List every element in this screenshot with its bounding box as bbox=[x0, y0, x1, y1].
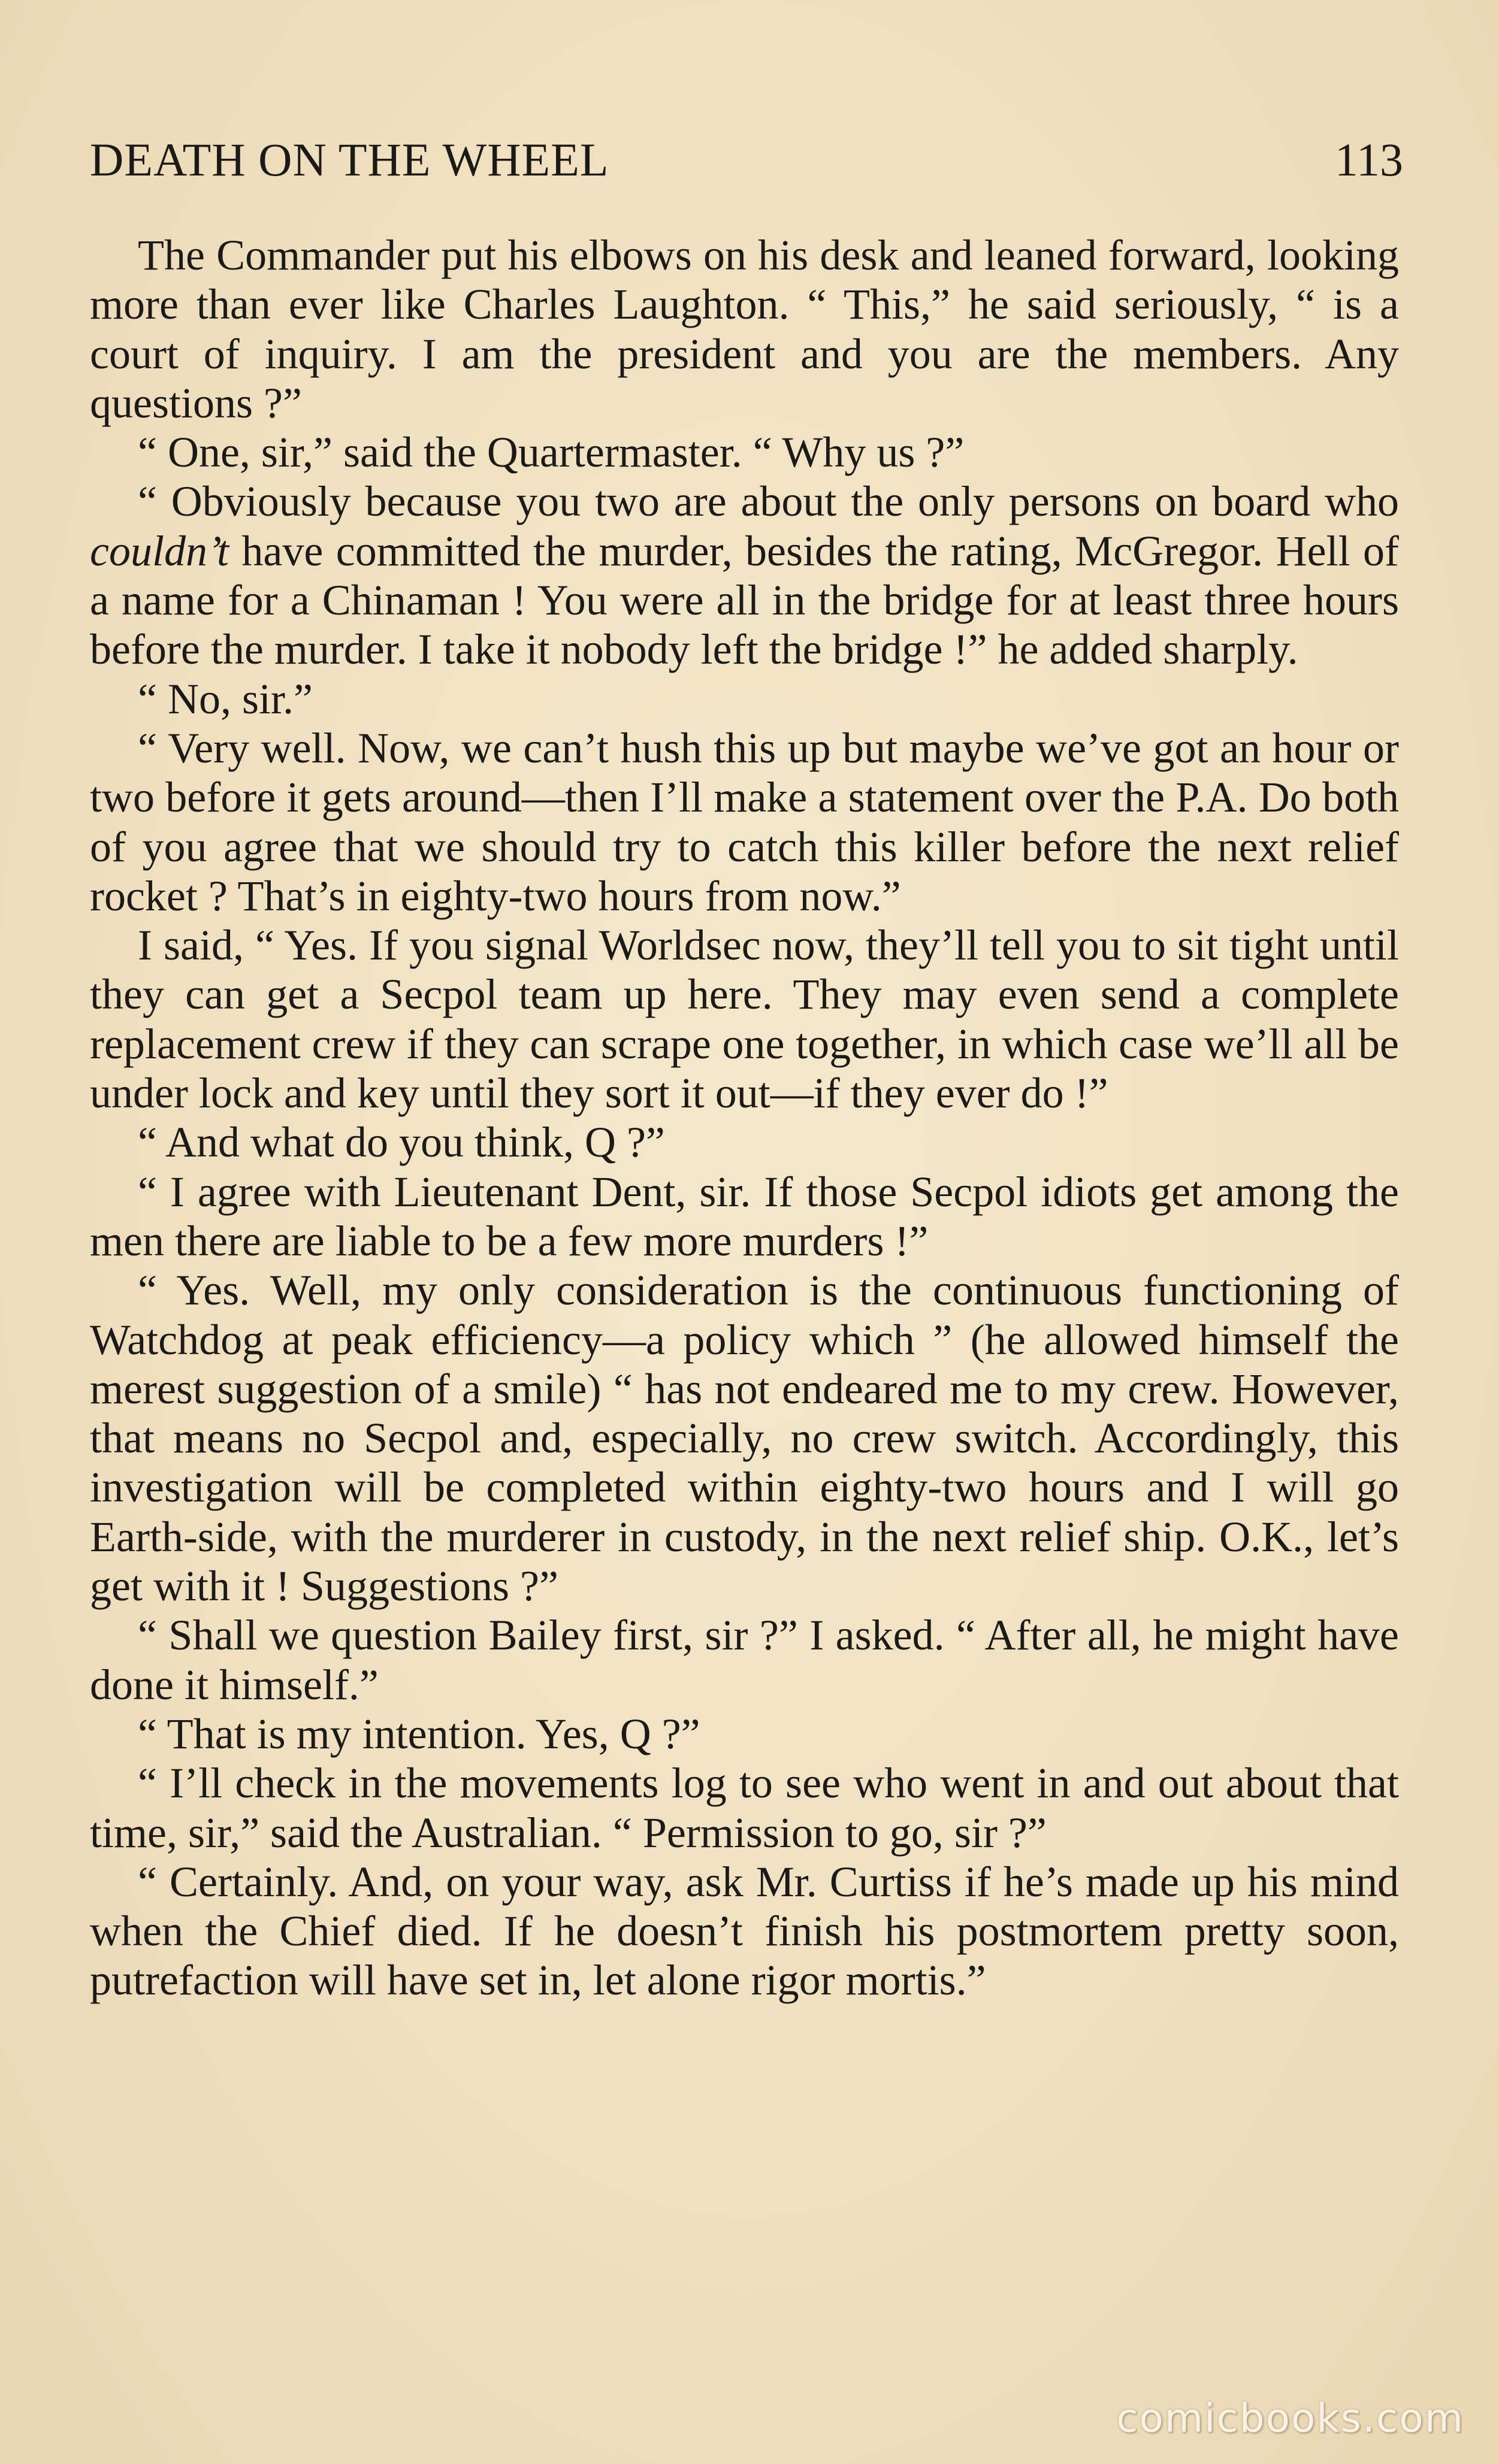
page-number: 113 bbox=[1334, 134, 1403, 186]
paragraph: “ I’ll check in the movements log to see who went in and out about that time, sir,” said the Australian. “ Permission to go, sir ?” bbox=[90, 1759, 1399, 1857]
paragraph: “ And what do you think, Q ?” bbox=[138, 1118, 665, 1167]
paragraph: “ Certainly. And, on your way, ask Mr. Curtiss if he’s made up his mind when the Chief died. If he doesn’t finish his postmortem pretty soon, putrefaction will have set in, let alone rigor mortis.” bbox=[90, 1857, 1399, 2005]
paragraph: “ No, sir.” bbox=[138, 674, 313, 723]
paragraph: “ Shall we question Bailey first, sir ?” I asked. “ After all, he might have done it himself.” bbox=[90, 1611, 1399, 1709]
running-title: DEATH ON THE WHEEL bbox=[90, 134, 609, 186]
body-text bbox=[90, 231, 1399, 2005]
paragraph: The Commander put his elbows on his desk and leaned forward, looking more than ever like Charles Laughton. “ This,” he said seriously, “ is a court of inquiry. I am the president and you are the members. Any questions ?” bbox=[90, 231, 1399, 427]
paragraph: “ Yes. Well, my only consideration is the continuous functioning of Watchdog at peak efficiency—a policy which ” (he allowed himself the merest suggestion of a smile) “ has not endeared me to my crew. However, that means no Secpol and, especially, no crew switch. Accordingly, this investigation will be completed within eighty-two hours and I will go Earth-side, with the murderer in custody, in the next relief ship. O.K., let’s get with it ! Suggestions ?” bbox=[90, 1266, 1399, 1611]
paragraph: “ Very well. Now, we can’t hush this up but maybe we’ve got an hour or two before it gets around—then I’ll make a statement over the P.A. Do both of you agree that we should try to catch this killer before the next relief rocket ? That’s in eighty-two hours from now.” bbox=[90, 724, 1399, 920]
paragraph: “ Obviously because you two are about the only persons on board who couldn’t have committed the murder, besides the rating, McGregor. Hell of a name for a Chinaman ! You were all in the bridge for at least three hours before the murder. I take it nobody left the bridge !” he added sharply. bbox=[90, 477, 1399, 674]
paragraph: I said, “ Yes. If you signal Worldsec now, they’ll tell you to sit tight until they can get a Secpol team up here. They may even send a complete replacement crew if they can scrape one together, in which case we’ll all be under lock and key until they sort it out—if they ever do !” bbox=[90, 921, 1399, 1118]
paragraph: “ One, sir,” said the Quartermaster. “ Why us ?” bbox=[138, 428, 965, 477]
paragraph: “ That is my intention. Yes, Q ?” bbox=[138, 1709, 700, 1758]
page-header bbox=[90, 133, 1403, 199]
paragraph: “ I agree with Lieutenant Dent, sir. If those Secpol idiots get among the men there are liable to be a few more murders !” bbox=[90, 1167, 1399, 1265]
emphasis-word: couldn’t bbox=[90, 526, 229, 575]
watermark: comicbooks.com bbox=[1116, 2395, 1464, 2441]
